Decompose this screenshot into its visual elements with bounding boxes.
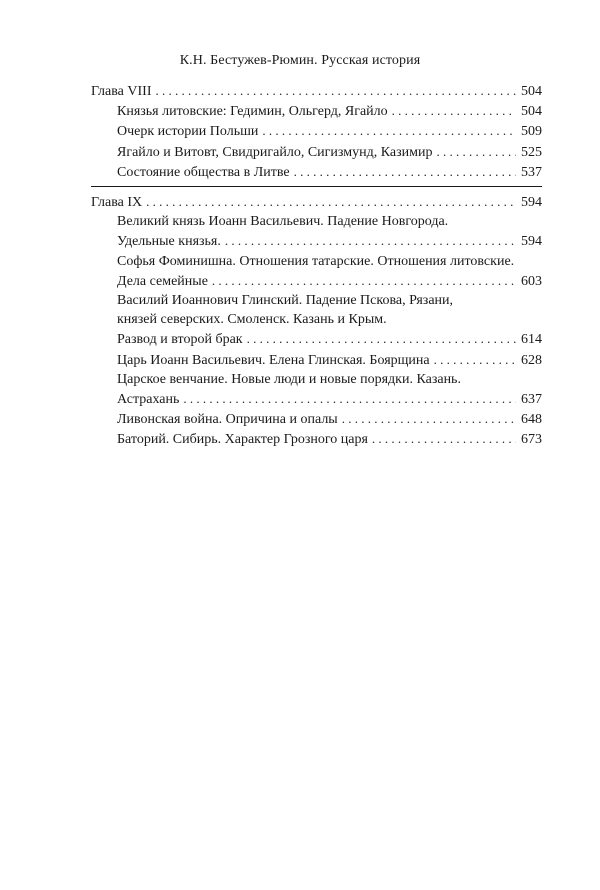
running-title: К.Н. Бестужев-Рюмин. Русская история <box>179 53 421 68</box>
toc-entry[interactable] <box>91 212 542 251</box>
page-number: 504 <box>521 84 542 99</box>
entry-title: Состояние общества в Литве <box>117 164 290 180</box>
entry-last-line <box>91 389 542 409</box>
dot-leader <box>342 409 516 428</box>
entry-title: Астрахань <box>117 392 180 408</box>
toc-entry[interactable] <box>91 162 542 182</box>
page-number: 504 <box>521 104 542 120</box>
page-number: 525 <box>521 144 542 160</box>
chapter-title: Глава VIII <box>91 84 152 99</box>
toc-entry[interactable] <box>91 409 542 429</box>
entry-last-line <box>91 271 542 291</box>
toc-entry[interactable] <box>91 101 542 121</box>
entry-title-line: князей северских. Смоленск. Казань и Крым. <box>117 312 387 328</box>
dot-leader <box>146 192 516 211</box>
entry-title: Ливонская война. Опричина и опалы <box>117 412 338 428</box>
page-number: 509 <box>521 124 542 140</box>
dot-leader <box>183 389 516 408</box>
dot-leader <box>155 81 516 100</box>
entry-title: Развод и второй брак <box>117 332 243 348</box>
entry-title-line: Великий князь Иоанн Васильевич. Падение Новгорода. <box>117 214 449 230</box>
dot-leader <box>372 429 516 448</box>
toc-chapter-9 <box>91 192 542 454</box>
entry-title-line: Софья Фоминишна. Отношения татарские. Отношения литовские. <box>117 253 515 269</box>
toc-entry[interactable] <box>91 329 542 349</box>
entry-title: Баторий. Сибирь. Характер Грозного царя <box>117 432 368 448</box>
page-number: 673 <box>521 432 542 448</box>
toc-entry[interactable] <box>91 429 542 449</box>
dot-leader <box>436 142 516 161</box>
dot-leader <box>294 162 516 181</box>
page-number: 614 <box>521 332 542 348</box>
entry-last-line <box>91 231 542 251</box>
entry-title: Князья литовские: Гедимин, Ольгерд, Ягайло <box>117 104 388 120</box>
page-number: 628 <box>521 352 542 368</box>
toc-entry[interactable] <box>91 121 542 141</box>
page-number: 637 <box>521 392 542 408</box>
toc-entry[interactable] <box>91 252 542 291</box>
dot-leader <box>434 350 516 369</box>
toc-entry[interactable] <box>91 142 542 162</box>
page-number: 648 <box>521 412 542 428</box>
entry-title: Удельные князья. <box>117 234 221 250</box>
table-of-contents <box>91 81 542 459</box>
dot-leader <box>212 271 516 290</box>
entry-title-line: Василий Иоаннович Глинский. Падение Пскова, Рязани, <box>117 293 454 309</box>
page-number: 603 <box>521 273 542 289</box>
entry-title: Очерк истории Польши <box>117 124 259 140</box>
page-number: 594 <box>521 234 542 250</box>
toc-entry[interactable] <box>91 350 542 370</box>
entry-title: Царь Иоанн Васильевич. Елена Глинская. Боярщина <box>117 352 430 368</box>
toc-entry[interactable] <box>91 370 542 409</box>
page-number: 537 <box>521 164 542 180</box>
entry-title-line: Царское венчание. Новые люди и новые порядки. Казань. <box>117 371 461 387</box>
chapter-title: Глава IX <box>91 195 143 211</box>
toc-entry[interactable] <box>91 291 542 329</box>
toc-chapter-8 <box>91 81 542 187</box>
dot-leader <box>247 329 516 348</box>
entry-title: Ягайло и Витовт, Свидригайло, Сигизмунд, Казимир <box>117 144 433 160</box>
toc-chapter-heading[interactable] <box>91 192 542 212</box>
dot-leader <box>262 121 516 140</box>
dot-leader <box>225 231 516 250</box>
dot-leader <box>392 101 516 120</box>
entry-title: Дела семейные <box>117 273 208 289</box>
toc-chapter-heading[interactable] <box>91 81 542 101</box>
page-number: 594 <box>521 195 542 211</box>
